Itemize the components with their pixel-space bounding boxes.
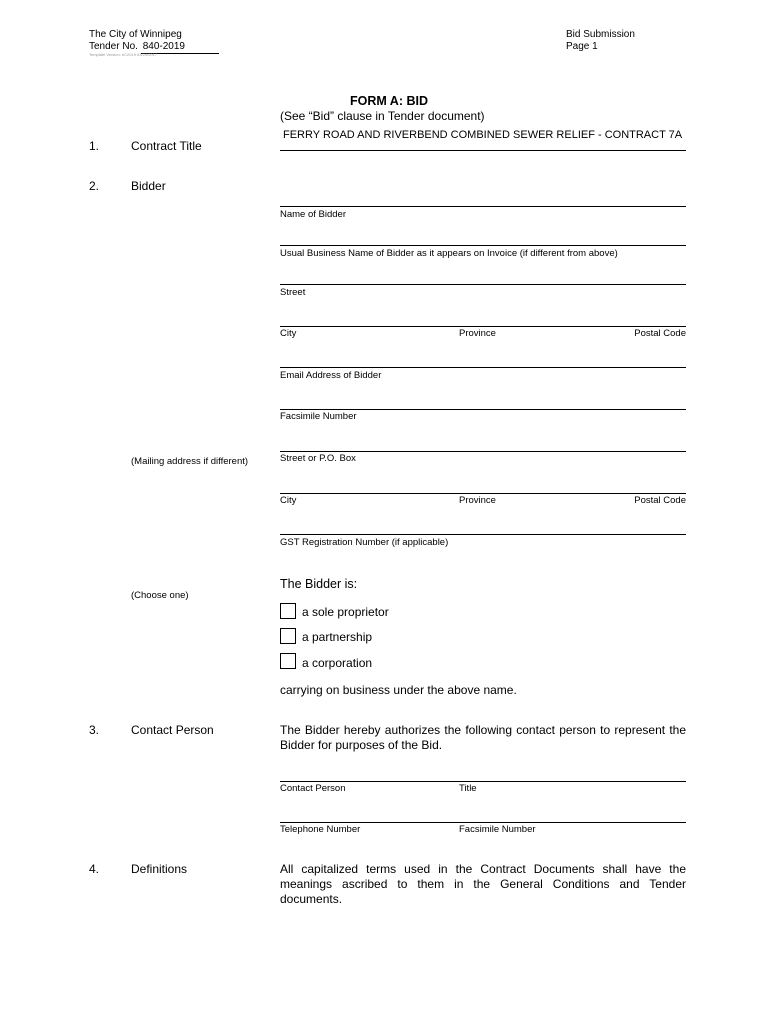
city2-line[interactable] [280, 493, 686, 494]
business-name-caption: Usual Business Name of Bidder as it appears on Invoice (if different from above) [280, 248, 618, 259]
tender-label: Tender No. [89, 41, 138, 52]
city-line[interactable] [280, 326, 686, 327]
contact-person-line[interactable] [280, 781, 686, 782]
template-note: Template Version: eC2019 03/20/2017 [89, 52, 158, 57]
section-3-number: 3. [89, 723, 100, 737]
partnership-label: a partnership [302, 630, 373, 644]
definitions-text: All capitalized terms used in the Contract Documents shall have the meanings ascribed to them in the General Conditions and Tender documents. [280, 862, 686, 906]
street-caption: Street [280, 287, 306, 298]
section-2-number: 2. [89, 179, 100, 193]
section-4-number: 4. [89, 862, 100, 876]
sole-proprietor-label: a sole proprietor [302, 605, 389, 619]
section-1-label: Contract Title [131, 139, 202, 153]
email-line[interactable] [280, 367, 686, 368]
street-po-line[interactable] [280, 451, 686, 452]
choose-one-note: (Choose one) [131, 590, 189, 601]
bidder-name-caption: Name of Bidder [280, 209, 347, 220]
corporation-checkbox[interactable] [280, 653, 296, 669]
contact-person-caption: Contact Person [280, 783, 346, 794]
section-2-label: Bidder [131, 179, 166, 193]
contact-fax-caption: Facsimile Number [459, 824, 536, 835]
form-subtitle: (See “Bid” clause in Tender document) [280, 109, 485, 123]
business-name-line[interactable] [280, 245, 686, 246]
partnership-checkbox[interactable] [280, 628, 296, 644]
corporation-label: a corporation [302, 656, 373, 670]
street-line[interactable] [280, 284, 686, 285]
bidder-name-line[interactable] [280, 206, 686, 207]
header-submission: Bid Submission [566, 29, 635, 40]
section-3-label: Contact Person [131, 723, 214, 737]
bidder-is-label: The Bidder is: [280, 577, 358, 591]
mailing-note: (Mailing address if different) [131, 456, 249, 467]
section-1-number: 1. [89, 139, 100, 153]
header-page: Page 1 [566, 41, 598, 52]
contact-authorization-text: The Bidder hereby authorizes the following contact person to represent the Bidder for purposes of the Bid. [280, 723, 686, 752]
gst-caption: GST Registration Number (if applicable) [280, 537, 449, 548]
city-caption: City [280, 328, 297, 339]
city2-caption: City [280, 495, 297, 506]
postal2-caption: Postal Code [634, 495, 686, 506]
header-city: The City of Winnipeg [89, 29, 182, 40]
telephone-caption: Telephone Number [280, 824, 361, 835]
carrying-on-text: carrying on business under the above name. [280, 683, 517, 697]
sole-proprietor-checkbox[interactable] [280, 603, 296, 619]
fax-caption: Facsimile Number [280, 411, 357, 422]
telephone-line[interactable] [280, 822, 686, 823]
form-title: FORM A: BID [350, 94, 428, 108]
contract-title-line[interactable] [280, 150, 686, 151]
province-caption: Province [459, 328, 496, 339]
contract-title-value: FERRY ROAD AND RIVERBEND COMBINED SEWER RELIEF - CONTRACT 7A [283, 129, 683, 141]
postal-caption: Postal Code [634, 328, 686, 339]
contact-title-caption: Title [459, 783, 477, 794]
email-caption: Email Address of Bidder [280, 370, 382, 381]
tender-number: 840-2019 [141, 41, 219, 54]
street-po-caption: Street or P.O. Box [280, 453, 356, 464]
section-4-label: Definitions [131, 862, 188, 876]
gst-line[interactable] [280, 534, 686, 535]
fax-line[interactable] [280, 409, 686, 410]
province2-caption: Province [459, 495, 496, 506]
